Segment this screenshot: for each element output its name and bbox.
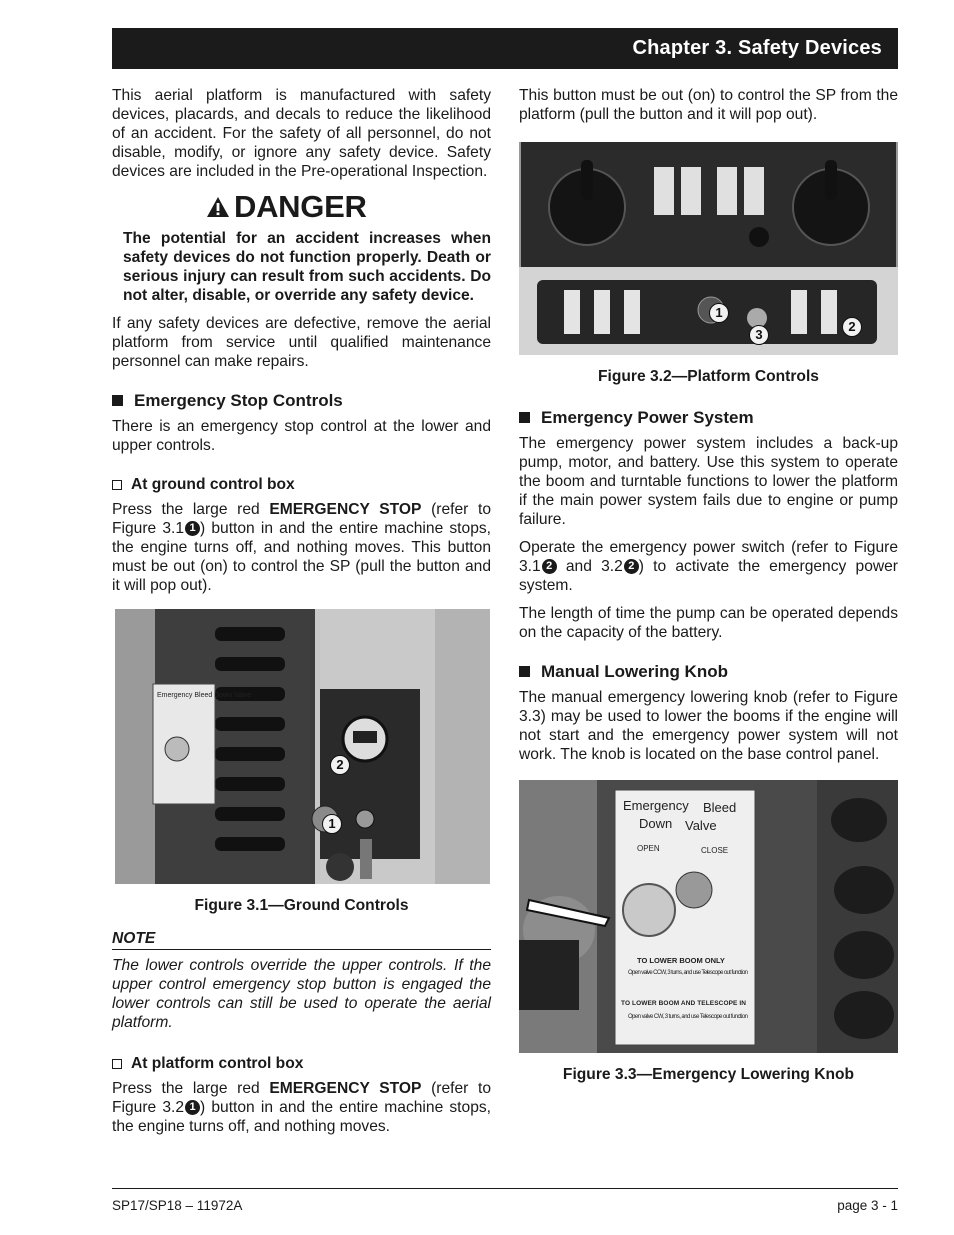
note-heading: NOTE [112, 929, 491, 950]
mlk-paragraph: The manual emergency lowering knob (refer to Figure 3.3) may be used to lower the booms if the engine will not start and the emergency power system will not work. The knob is located on the base control panel. [519, 689, 898, 763]
fig2-callout-3: 3 [749, 325, 769, 345]
ground-text-mid: (refer to Figure 3.1 [112, 501, 491, 537]
callout-number-icon: 2 [542, 559, 557, 574]
warning-triangle-icon [206, 196, 230, 218]
eps-switch-mid: and 3.2 [556, 558, 623, 575]
ground-text-pre: Press the large red [112, 501, 270, 518]
fig2-callout-2: 2 [842, 317, 862, 337]
fig3-label-valve: Valve [685, 818, 717, 833]
fig3-lower-tele-title: TO LOWER BOOM AND TELESCOPE IN [621, 1000, 746, 1007]
right-column [519, 86, 898, 1098]
danger-heading [206, 191, 491, 223]
callout-number-icon: 1 [185, 521, 200, 536]
continued-paragraph: This button must be out (on) to control the SP from the platform (pull the button and it will pop out). [519, 87, 898, 123]
eps-heading-text: Emergency Power System [541, 408, 754, 427]
footer-rule [112, 1188, 898, 1189]
eps-switch-post: ) to activate the emergency power system. [519, 558, 898, 594]
fig3-lower-boom-text: Open valve CCW, 3 turns, and use Telescope out function [628, 970, 748, 976]
figure-3-3-lowering-knob-photo [519, 780, 898, 1053]
danger-text: The potential for an accident increases when safety devices do not function properly. Death or serious injury can result from such accidents. Do not alter, disable, or override any safety device. [123, 230, 491, 304]
ground-heading-text: At ground control box [131, 476, 295, 493]
estop-heading-text: Emergency Stop Controls [134, 391, 343, 410]
platform-text-post: ) button in and the entire machine stops, the engine turns off, and nothing moves. [112, 1099, 491, 1135]
estop-section-heading [112, 391, 491, 410]
left-column [112, 86, 491, 1145]
eps-paragraph: The emergency power system includes a back-up pump, motor, and battery. Use this system to operate the boom and turntable functions to lower the platform if the main power system fails due to engine or pump failure. [519, 435, 898, 528]
figure-3-2-caption: Figure 3.2—Platform Controls [598, 368, 819, 385]
ground-text-bold: EMERGENCY STOP [269, 501, 422, 518]
ground-text-post: ) button in and the entire machine stops, the engine turns off, and nothing moves. This button must be out (on) to control the SP (pull the button and it will pop out). [112, 520, 491, 594]
checkbox-bullet-icon [112, 480, 122, 490]
figure-3-2-platform-controls-photo [519, 142, 898, 355]
estop-paragraph: There is an emergency stop control at the lower and upper controls. [112, 418, 491, 454]
platform-subheading [112, 1054, 491, 1073]
checkbox-bullet-icon [112, 1059, 122, 1069]
fig3-close-label: CLOSE [701, 846, 729, 855]
note-text: The lower controls override the upper controls. If the upper control emergency stop button is engaged the lower controls can still be used to operate the aerial platform. [112, 957, 491, 1031]
intro-paragraph: This aerial platform is manufactured with safety devices, placards, and decals to reduce the likelihood of an accident. For the safety of all personnel, do not disable, modify, or ignore any safety device. Safety devices are included in the Pre-operational Inspection. [112, 87, 491, 180]
fig3-lower-tele-text: Open valve CW, 3 turns, and use Telescope out function [628, 1014, 748, 1020]
fig3-label-bleed: Bleed [703, 800, 737, 815]
callout-number-icon: 1 [185, 1100, 200, 1115]
footer-page-number: page 3 - 1 [837, 1198, 898, 1213]
platform-heading-text: At platform control box [131, 1055, 304, 1072]
fig1-callout-2: 2 [330, 755, 350, 775]
chapter-header-bar [112, 28, 898, 69]
fig3-label-down: Down [639, 816, 673, 831]
fig3-label-emergency: Emergency [623, 798, 689, 813]
eps-section-heading [519, 408, 898, 427]
footer-doc-id: SP17/SP18 – 11972A [112, 1198, 243, 1213]
callout-number-icon: 2 [624, 559, 639, 574]
ground-paragraph [112, 500, 491, 595]
fig3-open-label: OPEN [637, 844, 660, 853]
figure-3-3-caption: Figure 3.3—Emergency Lowering Knob [562, 1066, 855, 1083]
chapter-title: Chapter 3. Safety Devices [632, 37, 882, 59]
ground-subheading [112, 475, 491, 494]
platform-text-pre: Press the large red [112, 1080, 270, 1097]
eps-switch-pre: Operate the emergency power switch (refer to Figure 3.1 [519, 539, 898, 575]
figure-3-1-caption: Figure 3.1—Ground Controls [194, 897, 409, 914]
danger-title: DANGER [234, 189, 367, 224]
fig3-lower-boom-title: TO LOWER BOOM ONLY [637, 956, 725, 965]
square-bullet-icon [112, 395, 123, 406]
eps-length-paragraph: The length of time the pump can be operated depends on the capacity of the battery. [519, 605, 898, 641]
mlk-heading-text: Manual Lowering Knob [541, 662, 728, 681]
mlk-section-heading [519, 662, 898, 681]
platform-text-bold: EMERGENCY STOP [269, 1080, 422, 1097]
figure-3-1-ground-controls-photo [115, 609, 490, 884]
square-bullet-icon [519, 666, 530, 677]
platform-paragraph [112, 1079, 491, 1136]
platform-text-mid: (refer to Figure 3.2 [112, 1080, 491, 1116]
defective-paragraph: If any safety devices are defective, remove the aerial platform from service until qualified maintenance personnel can make repairs. [112, 315, 491, 370]
fig1-valve-label: Emergency Bleed Down Valve [157, 692, 252, 699]
fig2-callout-1: 1 [709, 303, 729, 323]
fig1-callout-1: 1 [322, 814, 342, 834]
eps-switch-paragraph [519, 538, 898, 595]
square-bullet-icon [519, 412, 530, 423]
